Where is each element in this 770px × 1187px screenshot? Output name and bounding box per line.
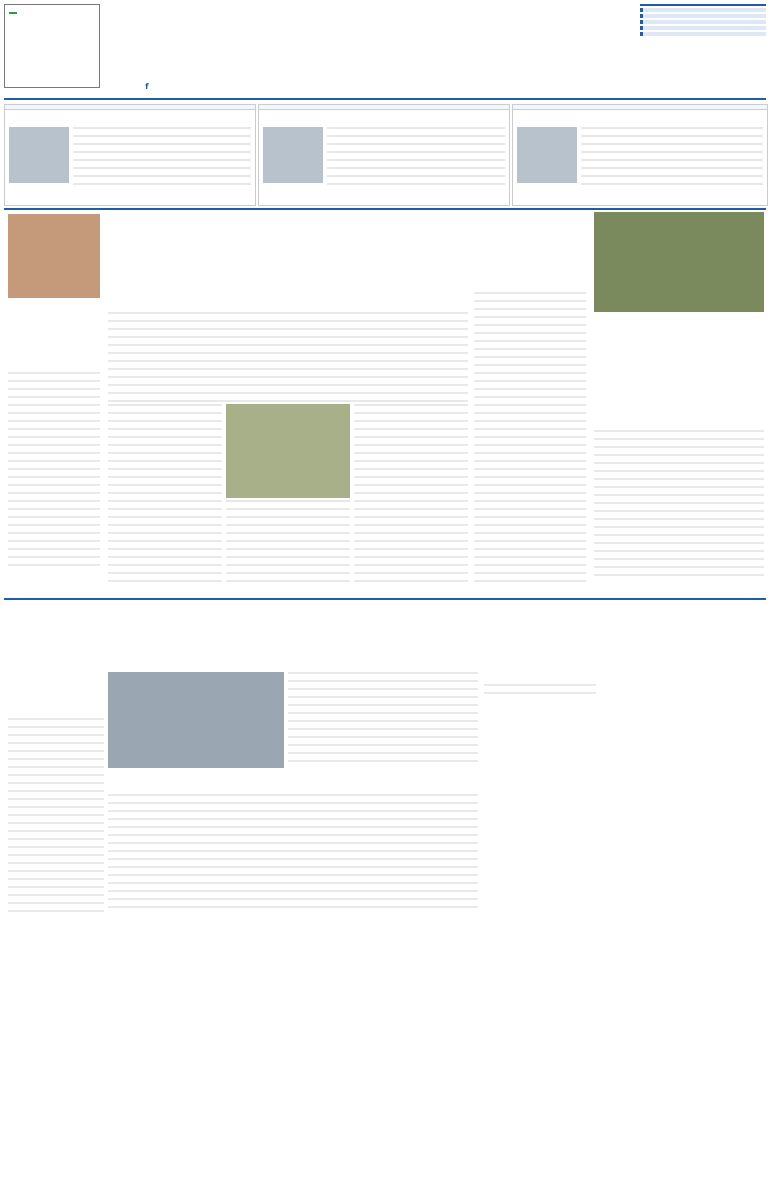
lead-photo	[226, 404, 350, 498]
website-line	[140, 82, 149, 91]
top-story-2[interactable]	[258, 104, 510, 206]
masthead	[130, 14, 630, 80]
divider	[4, 208, 766, 210]
bnp-headline[interactable]	[108, 604, 478, 666]
nazrul-portrait	[8, 214, 100, 298]
bnp-photo	[108, 672, 284, 768]
bnp-body	[288, 672, 478, 768]
court2-body	[8, 718, 104, 914]
story-body	[73, 127, 251, 191]
divider	[4, 598, 766, 600]
lead-body-col	[226, 500, 350, 584]
lead-headline[interactable]	[108, 212, 468, 298]
bnp-body-2	[108, 794, 478, 914]
story-title	[5, 105, 255, 110]
toc-item[interactable]	[640, 20, 766, 24]
top-story-1[interactable]	[4, 104, 256, 206]
army-body	[594, 430, 764, 580]
price-badge	[9, 12, 17, 14]
story-photo	[263, 127, 323, 183]
story-title	[259, 105, 509, 110]
story-title	[513, 105, 767, 110]
toc-item[interactable]	[640, 26, 766, 30]
toc-title	[640, 4, 766, 6]
inside-pages-box	[640, 4, 766, 36]
issue-info-box	[4, 4, 100, 88]
toc-item[interactable]	[640, 32, 766, 36]
lead-body-col	[108, 404, 222, 584]
story-body	[581, 127, 763, 191]
divider	[4, 98, 766, 100]
lead-body	[108, 312, 468, 402]
lead-body-col	[354, 404, 468, 584]
nazrul-body	[8, 372, 100, 570]
facebook-icon: f	[145, 82, 149, 91]
story-photo	[517, 127, 577, 183]
army-chief-photo	[594, 212, 764, 312]
toc-item[interactable]	[640, 14, 766, 18]
toc-item[interactable]	[640, 8, 766, 12]
story-photo	[9, 127, 69, 183]
court-body	[474, 292, 586, 582]
top-story-3[interactable]	[512, 104, 768, 206]
story-body	[327, 127, 505, 191]
hasina-body	[484, 684, 596, 694]
